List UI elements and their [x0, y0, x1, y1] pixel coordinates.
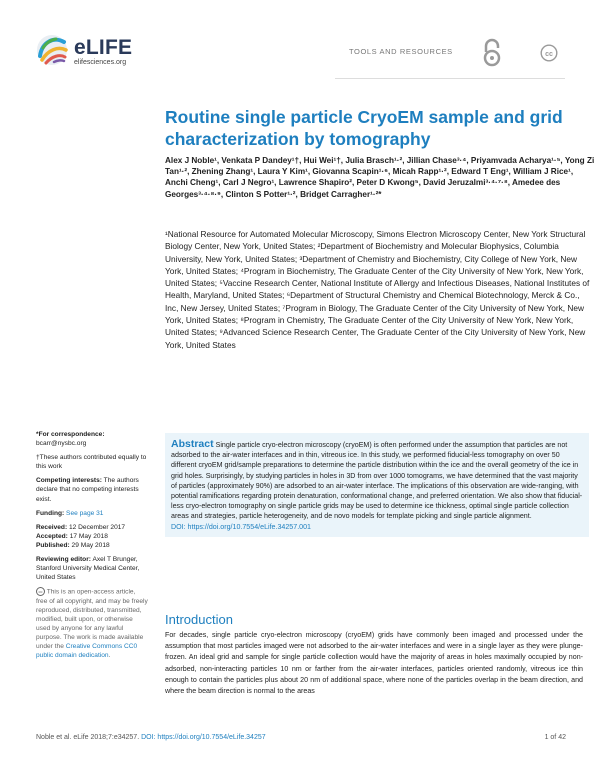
published-label: Published:: [36, 541, 70, 549]
svg-text:cc: cc: [545, 50, 553, 58]
accepted-label: Accepted:: [36, 532, 68, 540]
copyright-end: .: [108, 652, 111, 660]
abstract-doi-link[interactable]: DOI: https://doi.org/10.7554/eLife.34257.001: [171, 522, 312, 531]
elife-logo[interactable]: [34, 30, 154, 70]
header-divider: [335, 78, 565, 79]
received-label: Received:: [36, 523, 68, 531]
introduction-heading: Introduction: [165, 612, 233, 627]
page-number: 1 of 42: [544, 734, 566, 741]
footer-citation: Noble et al. eLife 2018;7:e34257.: [36, 734, 140, 741]
reviewing-editor: [36, 555, 148, 582]
article-info-sidebar: [36, 430, 148, 665]
cc0-link[interactable]: Creative Commons CC0 public domain dedication: [36, 643, 138, 660]
elife-logo-icon: [34, 30, 70, 70]
editor-name: Axel T Brunger, Stanford University Medical Center, United States: [36, 556, 140, 582]
copyright-text: This is an open-access article, free of all copyright, and may be freely reproduced, distributed, transmitted, modified, built upon, or otherwise used by anyone for any lawful purpose. The work is made available under the: [36, 588, 148, 651]
funding-label: Funding:: [36, 509, 65, 517]
editor-label: Reviewing editor:: [36, 556, 91, 564]
received-date: 12 December 2017: [69, 523, 126, 531]
accepted-date: 17 May 2018: [69, 532, 108, 540]
equal-contribution-note: †These authors contributed equally to this work: [36, 454, 147, 471]
copyright-notice: [36, 587, 148, 660]
abstract-text: Single particle cryo-electron microscopy (cryoEM) is often performed under the assumption that particles are not adsorbed to the air-water interfaces and in thin, vitreous ice. In this study, we performed fiducial-less tomography on over 50 different cryoEM grid/sample preparations to determine the particle distribution within the ice and the overall geometry of the ice in grid holes. Surprisingly, by studying particles in holes in 3D from over 1000 tomograms, we have determined that the vast majority of particles (approximately 90%) are adsorbed to an air-water interface. The implications of this observation are wide-ranging, with potential ramifications regarding protein denaturation, conformational change, and preferred orientation. We also show that fiducial-less cryo-electron tomography on single particle grids may be used to determine ice thickness, optimal single particle collection areas and strategies, particle heterogeneity, and de novo models for template picking and single particle alignment.: [171, 441, 583, 521]
correspondence-label: *For correspondence:: [36, 431, 105, 438]
funding: [36, 509, 148, 518]
creative-commons-icon: [540, 44, 558, 62]
funding-link[interactable]: See page 31: [66, 509, 104, 517]
article-type-label: TOOLS AND RESOURCES: [349, 47, 453, 56]
footer-doi-link[interactable]: DOI: https://doi.org/10.7554/eLife.34257: [141, 734, 266, 741]
abstract-box: [165, 433, 589, 537]
cc-zero-icon: cc: [36, 587, 45, 596]
page-footer: [36, 734, 566, 741]
competing-label: Competing interests:: [36, 477, 102, 485]
competing-interests: [36, 476, 148, 503]
correspondence-email[interactable]: bcarr@nysbc.org: [36, 440, 87, 448]
logo-url: elifesciences.org: [74, 59, 127, 66]
open-access-icon: [481, 38, 503, 68]
affiliations: ¹National Resource for Automated Molecular Microscopy, Simons Electron Microscopy Center, New York Structural Biology Center, New York, United States; ²Department of Biochemistry and Molecular Biophysics, Columbia University, New York, United States; ³Department of Chemistry and Biochemistry, City College of New York, New York, United States; ⁴Program in Biochemistry, The Graduate Center of the City University of New York, New York, United States; ⁵Vaccine Research Center, National Institute of Allergy and Infectious Diseases, National Institutes of Health, Maryland, United States; ⁶Department of Structural Chemistry and Chemical Biotechnology, Merck & Co., Inc, New Jersey, United States; ⁷Program in Biology, The Graduate Center of the City University of New York, New York, United States; ⁸Program in Chemistry, The Graduate Center of the City University of New York, New York, United States; ⁹Advanced Science Research Center, The Graduate Center of the City University of New York, New York, United States: [165, 229, 590, 350]
author-list: Alex J Noble¹, Venkata P Dandey¹†, Hui Wei¹†, Julia Brasch¹·², Jillian Chase³·⁴, Priyamvada Acharya¹·⁵, Yong Zi Tan¹·², Zhening Zhang¹, Laura Y Kim¹, Giovanna Scapin¹·⁶, Micah Rapp¹·², Edward T Eng¹, William J Rice¹, Anchi Cheng¹, Carl J Negro¹, Lawrence Shapiro², Peter D Kwong⁵, David Jeruzalmi³·⁴·⁷·⁸, Amedee des Georges³·⁴·⁸·⁹, Clinton S Potter¹·², Bridget Carragher¹·²*: [165, 156, 595, 199]
article-title: Routine single particle CryoEM sample and grid characterization by tomography: [165, 107, 563, 149]
introduction-text: For decades, single particle cryo-electron microscopy (cryoEM) grids have commonly been imaged and processed under the assumption that most particles imaged were not adsorbed to the air-water interfaces and were in a single layer as they were plunge-frozen. An ideal grid and sample for single particle collection would have the majority of areas in holes maximally occupied by non-adsorbed, non-interacting particles 10 nm or farther from the air-water interfaces, particles oriented randomly, vitreous ice thin enough to contain the particles plus about 20 nm of additional space, where none of the particles overlap in the beam direction, and where the beam direction is normal to the areas: [165, 631, 583, 696]
published-date: 29 May 2018: [71, 541, 110, 549]
abstract-heading: Abstract: [171, 438, 214, 450]
competing-text: The authors declare that no competing interests exist.: [36, 477, 139, 503]
logo-wordmark: eLIFE: [74, 36, 133, 59]
dates: [36, 523, 148, 550]
correspondence-block: [36, 430, 148, 448]
